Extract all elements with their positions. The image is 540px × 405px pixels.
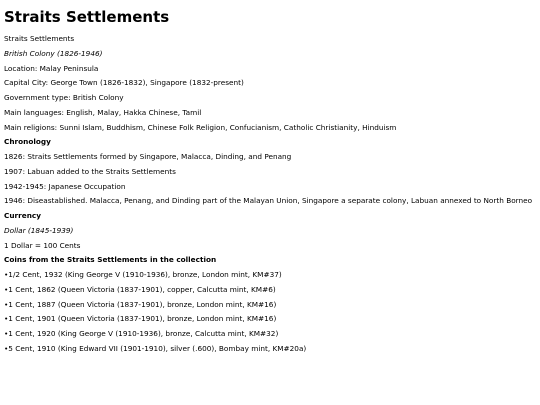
chronology-event: 1907: Labuan added to the Straits Settlements [4,167,176,176]
country-name: Straits Settlements [4,34,75,43]
coin-list-item: •1 Cent, 1901 (Queen Victoria (1837-1901), bronze, London mint, KM#16) [4,314,277,323]
chronology-event: 1942-1945: Japanese Occupation [4,182,126,191]
government-text: Government type: British Colony [4,93,124,102]
coin-list-item: •1 Cent, 1887 (Queen Victoria (1837-1901), bronze, London mint, KM#16) [4,300,277,309]
chronology-event: 1826: Straits Settlements formed by Singapore, Malacca, Dinding, and Penang [4,152,292,161]
page-title: Straits Settlements [4,8,170,26]
coin-list-item: •1 Cent, 1862 (Queen Victoria (1837-1901), copper, Calcutta mint, KM#6) [4,285,276,294]
country-period: British Colony (1826-1946) [4,49,103,58]
location-text: Location: Malay Peninsula [4,64,99,73]
currency-rate: 1 Dollar = 100 Cents [4,241,81,250]
capital-text: Capital City: George Town (1826-1832), Singapore (1832-present) [4,78,244,87]
coin-list-item: •1/2 Cent, 1932 (King George V (1910-1936), bronze, London mint, KM#37) [4,270,282,279]
chronology-event: 1946: Diseastablished. Malacca, Penang, and Dinding part of the Malayan Union, Singapore a separate colony, Labuan annexed to North Borneo [4,196,533,205]
currency-heading: Currency [4,211,41,220]
chronology-heading: Chronology [4,137,51,146]
religions-text: Main religions: Sunni Islam, Buddhism, Chinese Folk Religion, Confucianism, Catholic Christianity, Hinduism [4,123,397,132]
languages-text: Main languages: English, Malay, Hakka Chinese, Tamil [4,108,202,117]
currency-name: Dollar (1845-1939) [4,226,74,235]
coin-list-item: •1 Cent, 1920 (King George V (1910-1936), bronze, Calcutta mint, KM#32) [4,329,279,338]
coins-heading: Coins from the Straits Settlements in the collection [4,255,217,264]
coin-list-item: •5 Cent, 1910 (King Edward VII (1901-1910), silver (.600), Bombay mint, KM#20a) [4,344,307,353]
